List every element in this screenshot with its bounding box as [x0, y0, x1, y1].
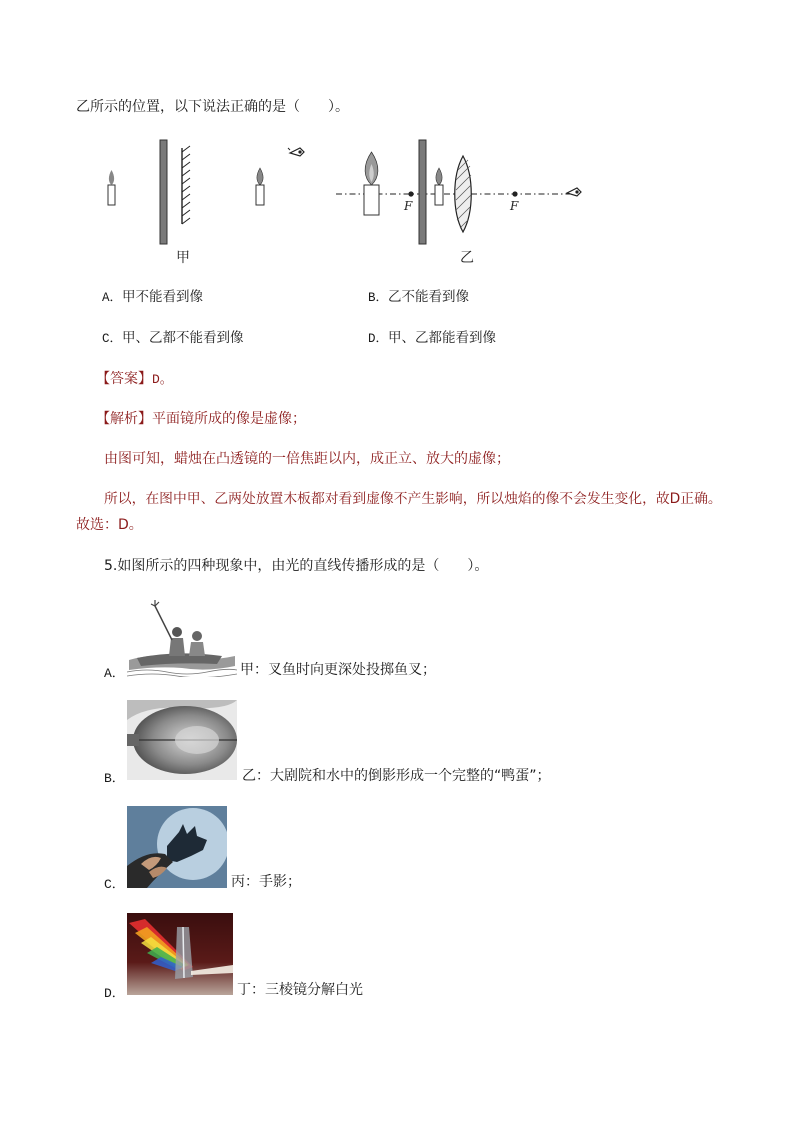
option-letter: C． — [102, 332, 123, 346]
option-c-caption: 丙：手影； — [231, 874, 301, 890]
option-c-letter[interactable]: C． — [104, 877, 125, 892]
option-d-caption: 丁：三棱镜分解白光 — [237, 982, 363, 998]
plane-mirror-setup — [108, 140, 304, 244]
option-b-caption: 乙：大剧院和水中的倒影形成一个完整的“鸭蛋”； — [242, 768, 551, 784]
question-stem: 乙所示的位置，以下说法正确的是（ ）。 — [76, 99, 349, 115]
option-a[interactable] — [102, 287, 203, 308]
fisherman-image — [127, 600, 237, 677]
option-b[interactable] — [368, 287, 469, 308]
answer-tag: 【答案】 — [96, 371, 152, 387]
question-stem: 5.如图所示的四种现象中，由光的直线传播形成的是（ ）。 — [104, 558, 489, 574]
focal-label: F — [404, 199, 413, 213]
figure-label-jia: 甲 — [176, 250, 190, 266]
option-b-letter[interactable]: B． — [104, 771, 125, 786]
answer-value: D。 — [152, 372, 173, 387]
analysis-line — [96, 409, 306, 429]
theater-reflection-image — [127, 700, 237, 780]
option-letter: B． — [368, 291, 389, 305]
option-text: 甲、乙都能看到像 — [388, 330, 497, 346]
option-text: 甲、乙都不能看到像 — [122, 330, 244, 346]
analysis-tag: 【解析】 — [96, 411, 152, 427]
analysis-text: 所以，在图中甲、乙两处放置木板都对看到虚像不产生影响，所以烛焰的像不会发生变化，故D正确。 — [104, 491, 722, 507]
option-d-letter[interactable]: D． — [104, 986, 125, 1001]
conclusion: 故选：D。 — [76, 517, 143, 533]
option-text: 甲不能看到像 — [122, 289, 204, 305]
option-a-caption: 甲：叉鱼时向更深处投掷鱼叉； — [240, 662, 436, 678]
analysis-text: 平面镜所成的像是虚像； — [152, 411, 306, 427]
option-text: 乙不能看到像 — [388, 289, 470, 305]
optics-figure — [90, 130, 610, 270]
analysis-text: 由图可知，蜡烛在凸透镜的一倍焦距以内，成正立、放大的虚像； — [104, 451, 510, 467]
eye-icon — [288, 148, 304, 156]
option-c[interactable] — [102, 328, 244, 349]
option-letter: A． — [102, 291, 123, 305]
eye-icon — [567, 188, 581, 196]
option-a-letter[interactable]: A． — [104, 666, 125, 681]
figure-label-yi: 乙 — [460, 250, 474, 266]
prism-spectrum-image — [127, 913, 233, 995]
option-d[interactable] — [368, 328, 496, 349]
option-letter: D． — [368, 332, 389, 346]
answer-line — [96, 369, 173, 390]
convex-lens-setup — [336, 140, 581, 244]
focal-label: F — [510, 199, 519, 213]
hand-shadow-image — [127, 806, 227, 888]
